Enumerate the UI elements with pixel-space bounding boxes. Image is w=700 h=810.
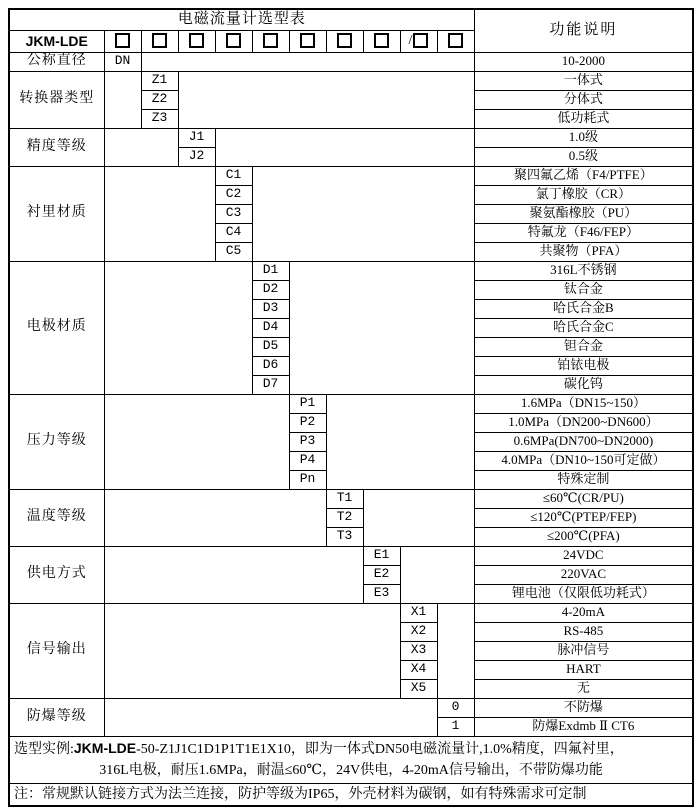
selection-row xyxy=(9,698,693,717)
option-description: RS-485 xyxy=(474,622,693,641)
slash-separator: / xyxy=(408,32,413,48)
spacer-cell xyxy=(141,52,474,71)
selection-row xyxy=(9,71,693,90)
spacer-cell xyxy=(289,261,474,394)
option-code: X2 xyxy=(400,622,437,641)
option-code: X3 xyxy=(400,641,437,660)
option-code: T1 xyxy=(326,489,363,508)
category-label: 供电方式 xyxy=(9,546,104,603)
option-description: 聚四氟乙烯（F4/PTFE） xyxy=(474,166,693,185)
example-label: 选型实例: xyxy=(14,741,74,757)
title-row xyxy=(9,9,693,30)
spacer-cell xyxy=(252,166,474,261)
option-description: 脉冲信号 xyxy=(474,641,693,660)
option-code: Z2 xyxy=(141,90,178,109)
category-label: 信号输出 xyxy=(9,603,104,698)
checkbox[interactable] xyxy=(337,33,352,48)
example-line1 xyxy=(14,738,688,761)
option-code: X1 xyxy=(400,603,437,622)
option-code: E1 xyxy=(363,546,400,565)
note-row xyxy=(9,783,693,806)
option-description: 4.0MPa（DN10~150可定做） xyxy=(474,451,693,470)
function-description-header: 功能说明 xyxy=(474,9,693,52)
spacer-cell xyxy=(178,71,474,128)
selection-row xyxy=(9,128,693,147)
code-checkbox-cell xyxy=(400,30,437,52)
table-title: 电磁流量计选型表 xyxy=(9,9,474,30)
model-prefix-label: JKM-LDE xyxy=(9,30,104,52)
option-code: Pn xyxy=(289,470,326,489)
option-code: DN xyxy=(104,52,141,71)
option-code: T2 xyxy=(326,508,363,527)
option-description: ≤200℃(PFA) xyxy=(474,527,693,546)
code-checkbox-cell xyxy=(104,30,141,52)
option-description: 220VAC xyxy=(474,565,693,584)
example-line2: 316L电极，耐压1.6MPa，耐温≤60℃，24V供电，4-20mA信号输出，不带防爆功能 xyxy=(99,763,603,779)
code-checkbox-cell xyxy=(178,30,215,52)
option-description: 钽合金 xyxy=(474,337,693,356)
spacer-cell xyxy=(104,71,141,128)
option-description: 无 xyxy=(474,679,693,698)
selection-row xyxy=(9,52,693,71)
option-code: Z3 xyxy=(141,109,178,128)
option-description: 特氟龙（F46/FEP） xyxy=(474,223,693,242)
selection-row xyxy=(9,261,693,280)
option-code: D4 xyxy=(252,318,289,337)
option-code: J1 xyxy=(178,128,215,147)
spacer-cell xyxy=(363,489,474,546)
option-description: 316L不锈钢 xyxy=(474,261,693,280)
checkbox[interactable] xyxy=(152,33,167,48)
option-description: 铂铱电极 xyxy=(474,356,693,375)
selection-example xyxy=(9,736,693,783)
option-code: Z1 xyxy=(141,71,178,90)
option-description: ≤60℃(CR/PU) xyxy=(474,489,693,508)
selection-row xyxy=(9,603,693,622)
option-code: P4 xyxy=(289,451,326,470)
option-code: D3 xyxy=(252,299,289,318)
option-code: 0 xyxy=(437,698,474,717)
option-description: 氯丁橡胶（CR） xyxy=(474,185,693,204)
selection-table xyxy=(8,8,694,807)
code-checkbox-cell xyxy=(326,30,363,52)
code-checkbox-cell xyxy=(141,30,178,52)
option-code: D5 xyxy=(252,337,289,356)
option-code: D2 xyxy=(252,280,289,299)
option-code: J2 xyxy=(178,147,215,166)
spacer-cell xyxy=(326,394,474,489)
option-description: 哈氏合金C xyxy=(474,318,693,337)
code-checkbox-cell xyxy=(289,30,326,52)
checkbox[interactable] xyxy=(374,33,389,48)
option-code: E2 xyxy=(363,565,400,584)
spacer-cell xyxy=(104,489,326,546)
option-code: X4 xyxy=(400,660,437,679)
code-checkbox-cell xyxy=(437,30,474,52)
category-label: 电极材质 xyxy=(9,261,104,394)
option-description: 碳化钨 xyxy=(474,375,693,394)
category-label: 防爆等级 xyxy=(9,698,104,736)
checkbox[interactable] xyxy=(263,33,278,48)
selection-row xyxy=(9,489,693,508)
option-code: C2 xyxy=(215,185,252,204)
option-code: D6 xyxy=(252,356,289,375)
category-label: 精度等级 xyxy=(9,128,104,166)
spacer-cell xyxy=(437,603,474,698)
option-description: 哈氏合金B xyxy=(474,299,693,318)
spacer-cell xyxy=(104,698,437,736)
spacer-cell xyxy=(215,128,474,166)
footnote: 注：常规默认链接方式为法兰连接，防护等级为IP65，外壳材料为碳钢，如有特殊需求可定制 xyxy=(9,783,693,806)
option-code: D1 xyxy=(252,261,289,280)
category-label: 压力等级 xyxy=(9,394,104,489)
option-description: 10-2000 xyxy=(474,52,693,71)
category-label: 温度等级 xyxy=(9,489,104,546)
selection-row xyxy=(9,546,693,565)
option-description: 4-20mA xyxy=(474,603,693,622)
option-description: 共聚物（PFA） xyxy=(474,242,693,261)
option-code: C1 xyxy=(215,166,252,185)
category-label: 公称直径 xyxy=(9,52,104,71)
spacer-cell xyxy=(400,546,474,603)
option-description: 不防爆 xyxy=(474,698,693,717)
spacer-cell xyxy=(104,166,215,261)
option-code: P1 xyxy=(289,394,326,413)
option-code: E3 xyxy=(363,584,400,603)
spacer-cell xyxy=(104,128,178,166)
checkbox[interactable] xyxy=(448,33,463,48)
category-label: 衬里材质 xyxy=(9,166,104,261)
checkbox[interactable] xyxy=(413,33,428,48)
option-code: X5 xyxy=(400,679,437,698)
option-description: 特殊定制 xyxy=(474,470,693,489)
category-label: 转换器类型 xyxy=(9,71,104,128)
spacer-cell xyxy=(104,261,252,394)
code-checkbox-cell xyxy=(252,30,289,52)
option-description: 聚氨酯橡胶（PU） xyxy=(474,204,693,223)
option-description: 0.6MPa(DN700~DN2000) xyxy=(474,432,693,451)
checkbox[interactable] xyxy=(226,33,241,48)
spacer-cell xyxy=(104,546,363,603)
option-code: D7 xyxy=(252,375,289,394)
checkbox[interactable] xyxy=(189,33,204,48)
example-model-code: JKM-LDE xyxy=(73,739,137,756)
option-code: T3 xyxy=(326,527,363,546)
option-description: 低功耗式 xyxy=(474,109,693,128)
option-description: 钛合金 xyxy=(474,280,693,299)
option-description: HART xyxy=(474,660,693,679)
spacer-cell xyxy=(104,394,289,489)
option-code: P3 xyxy=(289,432,326,451)
option-code: C3 xyxy=(215,204,252,223)
option-description: 0.5级 xyxy=(474,147,693,166)
option-code: C4 xyxy=(215,223,252,242)
example-row xyxy=(9,736,693,783)
selection-row xyxy=(9,166,693,185)
selection-row xyxy=(9,394,693,413)
option-description: 1.6MPa（DN15~150） xyxy=(474,394,693,413)
option-code: C5 xyxy=(215,242,252,261)
option-description: 24VDC xyxy=(474,546,693,565)
option-code: P2 xyxy=(289,413,326,432)
option-description: 分体式 xyxy=(474,90,693,109)
spacer-cell xyxy=(104,603,400,698)
option-description: 一体式 xyxy=(474,71,693,90)
checkbox[interactable] xyxy=(300,33,315,48)
option-description: 防爆Exdmb Ⅱ CT6 xyxy=(474,717,693,736)
checkbox[interactable] xyxy=(115,33,130,48)
code-checkbox-cell xyxy=(363,30,400,52)
code-checkbox-cell xyxy=(215,30,252,52)
example-code-rest: -50-Z1J1C1D1P1T1E1X10，即为一体式DN50电磁流量计,1.0%精度，四氟衬里， xyxy=(136,741,624,757)
option-description: ≤120℃(PTEP/FEP) xyxy=(474,508,693,527)
option-description: 锂电池（仅限低功耗式） xyxy=(474,584,693,603)
option-code: 1 xyxy=(437,717,474,736)
option-description: 1.0级 xyxy=(474,128,693,147)
option-description: 1.0MPa（DN200~DN600） xyxy=(474,413,693,432)
